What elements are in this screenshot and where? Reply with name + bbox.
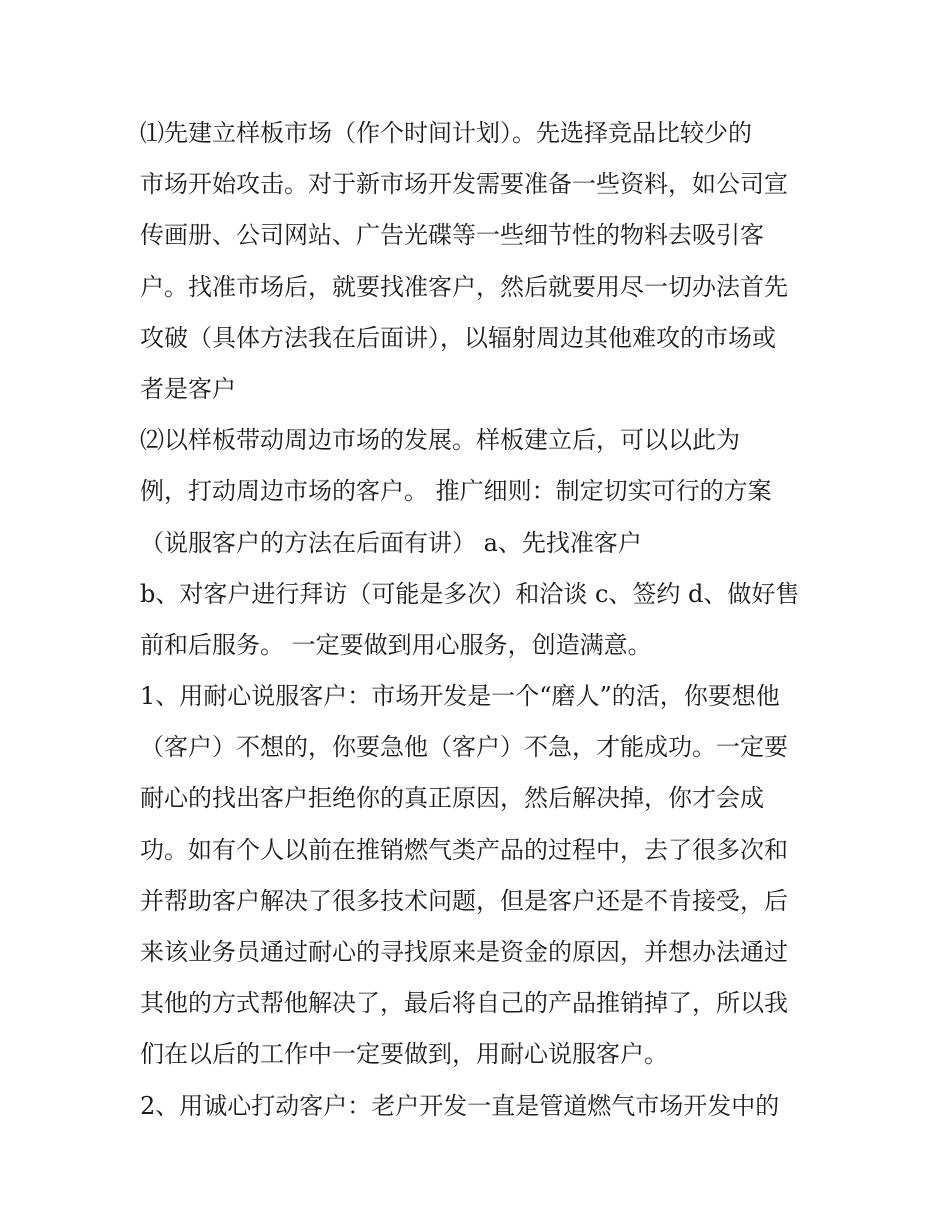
text-line: 2、用诚心打动客户：老户开发一直是管道燃气市场开发中的 xyxy=(140,1091,780,1120)
text-line: 其他的方式帮他解决了，最后将自己的产品推销掉了，所以我 xyxy=(140,989,788,1018)
body-text xyxy=(140,108,820,1132)
text-line: 们在以后的工作中一定要做到，用耐心说服客户。 xyxy=(140,1040,668,1069)
text-line: 功。如有个人以前在推销燃气类产品的过程中，去了很多次和 xyxy=(140,835,788,864)
text-line: 前和后服务。 一定要做到用心服务，创造满意。 xyxy=(140,630,652,659)
text-line: 户。找准市场后，就要找准客户，然后就要用尽一切办法首先 xyxy=(140,272,788,301)
text-line: 1、用耐心说服客户：市场开发是一个“磨人”的活，你要想他 xyxy=(140,682,780,711)
text-line: （说服客户的方法在后面有讲） a、先找准客户 xyxy=(140,528,642,557)
text-line: ⑵以样板带动周边市场的发展。样板建立后，可以以此为 xyxy=(140,426,740,455)
text-line: 耐心的找出客户拒绝你的真正原因，然后解决掉，你才会成 xyxy=(140,784,764,813)
text-line: b、对客户进行拜访（可能是多次）和洽谈 c、签约 d、做好售 xyxy=(140,579,800,608)
text-line: ⑴先建立样板市场（作个时间计划）。先选择竞品比较少的 xyxy=(140,119,752,147)
text-line: 市场开始攻击。对于新市场开发需要准备一些资料，如公司宣 xyxy=(140,170,788,199)
text-line: 者是客户 xyxy=(140,374,236,403)
text-line: 攻破（具体方法我在后面讲），以辐射周边其他难攻的市场或 xyxy=(140,323,776,352)
text-line: （客户）不想的，你要急他（客户）不急，才能成功。一定要 xyxy=(140,733,788,762)
text-line: 传画册、公司网站、广告光碟等一些细节性的物料去吸引客 xyxy=(140,221,764,250)
text-line: 并帮助客户解决了很多技术问题，但是客户还是不肯接受，后 xyxy=(140,886,788,915)
text-line: 例，打动周边市场的客户。 推广细则：制定切实可行的方案 xyxy=(140,477,772,506)
text-line: 来该业务员通过耐心的寻找原来是资金的原因，并想办法通过 xyxy=(140,938,788,966)
